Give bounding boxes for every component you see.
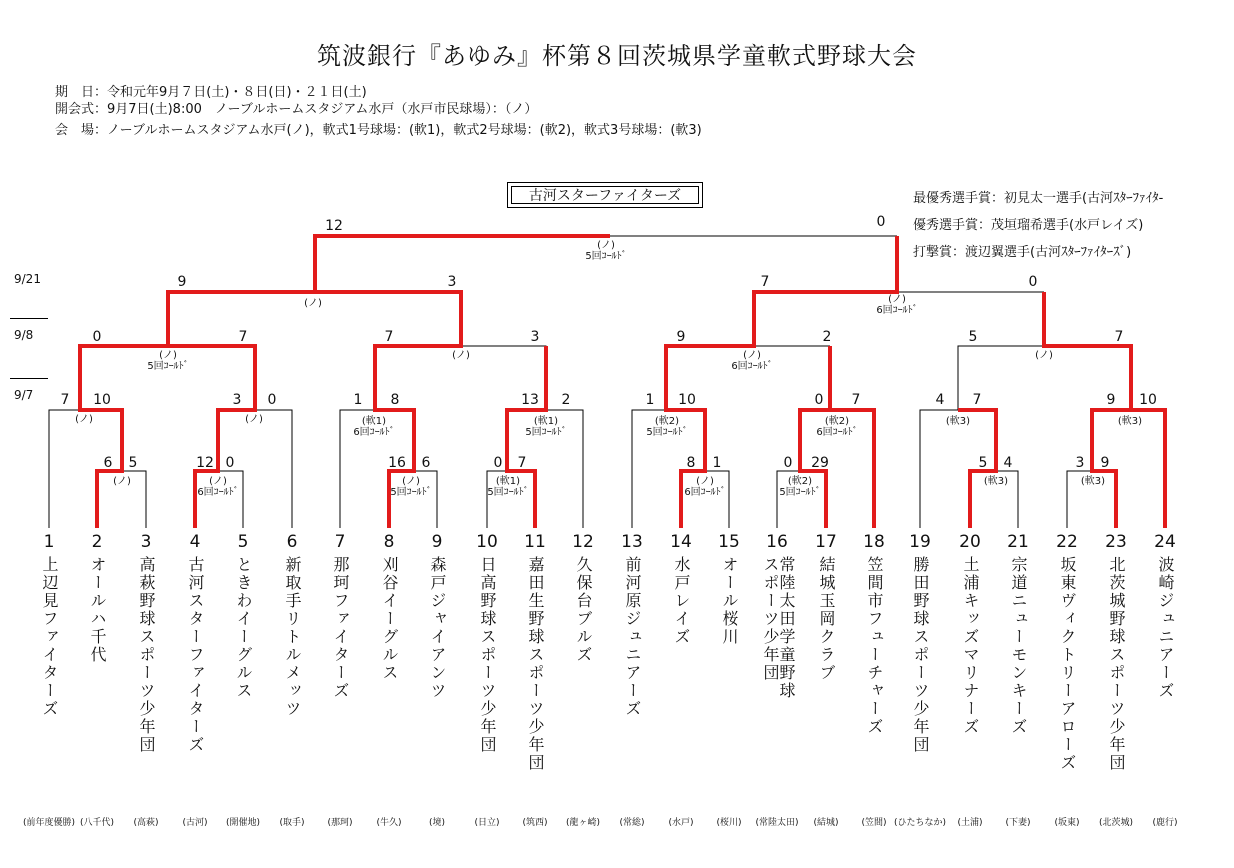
team-city: (前年度優勝): [22, 818, 76, 828]
team-name: 坂東ヴィクトリーアローズ: [1058, 556, 1077, 772]
team-city: (古河): [182, 818, 208, 828]
score: 10: [1139, 392, 1157, 408]
team-name: 勝田野球スポーツ少年団: [911, 556, 930, 754]
team-name: 結城玉岡クラブ: [817, 556, 836, 682]
score: 5: [128, 455, 138, 471]
score: 0: [493, 455, 503, 471]
info-opening: 開会式：9月7日(土)8:00 ノーブルホームスタジアム水戸（水戸市民球場）：（ノ）: [55, 102, 538, 117]
score: 7: [1114, 329, 1124, 345]
score: 3: [530, 329, 540, 345]
team-name: 前河原ジュニアーズ: [623, 556, 642, 718]
award-mvp: 最優秀選手賞：初見太一選手(古河ｽﾀｰﾌｧｲﾀ-: [913, 191, 1164, 206]
team-number: 18: [863, 532, 885, 552]
team-city: (常総): [619, 818, 645, 828]
game-note: (ノ) 5回ｺｰﾙﾄﾞ: [390, 476, 432, 498]
team-name: 嘉田生野球スポーツ少年団: [526, 556, 545, 772]
score: 2: [822, 329, 832, 345]
score: 0: [814, 392, 824, 408]
score: 9: [1100, 455, 1110, 471]
team-city: (土浦): [957, 818, 983, 828]
team-city: (桜川): [716, 818, 742, 828]
score: 12: [196, 455, 214, 471]
score: 4: [1003, 455, 1013, 471]
team-number: 5: [237, 532, 249, 552]
score: 7: [238, 329, 248, 345]
team-name: 笠間市フューチャーズ: [865, 556, 884, 736]
score: 0: [783, 455, 793, 471]
score: 3: [1075, 455, 1085, 471]
team-number: 7: [334, 532, 346, 552]
team-city: (ひたちなか): [893, 818, 947, 828]
score: 0: [876, 214, 886, 230]
score: 8: [390, 392, 400, 408]
date-label-day1: 9/7: [14, 388, 34, 402]
team-name: 日高野球スポーツ少年団: [478, 556, 497, 754]
score: 0: [225, 455, 235, 471]
score: 3: [232, 392, 242, 408]
team-name: オール桜川: [720, 556, 739, 646]
game-note: (ノ): [75, 414, 93, 425]
team-number: 4: [189, 532, 201, 552]
team-city: (八千代): [79, 818, 115, 828]
team-city: (北茨城): [1098, 818, 1134, 828]
team-number: 9: [431, 532, 443, 552]
team-city: (筑西): [522, 818, 548, 828]
score: 12: [325, 218, 343, 234]
game-note: (ノ): [1035, 350, 1053, 361]
score: 7: [760, 274, 770, 290]
score: 7: [517, 455, 527, 471]
score: 5: [968, 329, 978, 345]
info-venue: 会 場：ノーブルホームスタジアム水戸(ノ)，軟式1号球場：(軟1)，軟式2号球場：(軟2)，軟式3号球場：(軟3): [55, 123, 702, 138]
team-city: (常陸太田): [755, 818, 799, 828]
team-number: 12: [572, 532, 594, 552]
team-city: (下妻): [1005, 818, 1031, 828]
team-number: 24: [1154, 532, 1176, 552]
page-title: 筑波銀行『あゆみ』杯第８回茨城県学童軟式野球大会: [317, 42, 917, 70]
team-city: (境): [428, 818, 446, 828]
team-name: 刈谷イーグルス: [380, 556, 399, 682]
game-note: (ノ) 6回ｺｰﾙﾄﾞ: [684, 476, 726, 498]
game-note: (ノ): [113, 476, 131, 487]
team-city: (那珂): [327, 818, 353, 828]
score: 3: [447, 274, 457, 290]
game-note: (ノ) 5回ｺｰﾙﾄﾞ: [585, 240, 627, 262]
game-note: (軟1) 5回ｺｰﾙﾄﾞ: [487, 476, 529, 498]
team-number: 13: [621, 532, 643, 552]
score: 0: [92, 329, 102, 345]
score: 6: [103, 455, 113, 471]
team-number: 20: [959, 532, 981, 552]
team-city: (坂東): [1054, 818, 1080, 828]
team-city: (日立): [474, 818, 500, 828]
team-city: (牛久): [376, 818, 402, 828]
date-label-day2: 9/8: [14, 328, 34, 342]
team-name-extra: 常陸太田学童野球: [777, 556, 796, 700]
team-number: 2: [91, 532, 103, 552]
team-city: (笠間): [861, 818, 887, 828]
score: 13: [521, 392, 539, 408]
score: 4: [935, 392, 945, 408]
game-note: (軟3): [945, 416, 971, 427]
team-number: 15: [718, 532, 740, 552]
team-number: 10: [476, 532, 498, 552]
game-note: (軟3): [1080, 476, 1106, 487]
team-city: (高萩): [133, 818, 159, 828]
team-name: オールハ千代: [88, 556, 107, 664]
team-name: 水戸レイズ: [672, 556, 691, 646]
info-dates: 期 日：令和元年9月７日(土)・８日(日)・２１日(土): [55, 85, 367, 100]
team-name: ときわイーグルス: [234, 556, 253, 700]
score: 16: [388, 455, 406, 471]
score: 7: [851, 392, 861, 408]
score: 0: [267, 392, 277, 408]
score: 7: [972, 392, 982, 408]
team-name: 古河スターファイターズ: [186, 556, 205, 754]
team-number: 21: [1007, 532, 1029, 552]
team-number: 23: [1105, 532, 1127, 552]
champion-name: 古河スターファイターズ: [511, 186, 699, 204]
team-city: (鹿行): [1152, 818, 1178, 828]
game-note: (軟2) 5回ｺｰﾙﾄﾞ: [646, 416, 688, 438]
team-number: 14: [670, 532, 692, 552]
score: 7: [60, 392, 70, 408]
team-city: (水戸): [668, 818, 694, 828]
game-note: (ノ): [304, 298, 322, 309]
game-note: (ノ): [245, 414, 263, 425]
score: 9: [177, 274, 187, 290]
score: 0: [1028, 274, 1038, 290]
team-name: 北茨城野球スポーツ少年団: [1107, 556, 1126, 772]
team-number: 16: [766, 532, 788, 552]
team-name: 新取手リトルメッツ: [283, 556, 302, 718]
team-number: 19: [909, 532, 931, 552]
game-note: (ノ) 5回ｺｰﾙﾄﾞ: [147, 350, 189, 372]
score: 1: [353, 392, 363, 408]
team-number: 8: [383, 532, 395, 552]
game-note: (ノ) 6回ｺｰﾙﾄﾞ: [731, 350, 773, 372]
team-city: (取手): [279, 818, 305, 828]
score: 10: [678, 392, 696, 408]
score: 5: [978, 455, 988, 471]
game-note: (軟2) 6回ｺｰﾙﾄﾞ: [816, 416, 858, 438]
score: 10: [93, 392, 111, 408]
team-name: 波崎ジュニアーズ: [1156, 556, 1175, 700]
score: 9: [1106, 392, 1116, 408]
game-note: (軟1) 6回ｺｰﾙﾄﾞ: [353, 416, 395, 438]
score: 7: [384, 329, 394, 345]
game-note: (軟2) 5回ｺｰﾙﾄﾞ: [779, 476, 821, 498]
team-number: 17: [815, 532, 837, 552]
team-number: 22: [1056, 532, 1078, 552]
game-note: (ノ): [452, 350, 470, 361]
date-label-final: 9/21: [14, 272, 41, 286]
team-name: 土浦キッズマリナーズ: [961, 556, 980, 736]
team-name: 那珂ファイターズ: [331, 556, 350, 700]
score: 1: [712, 455, 722, 471]
team-city: (龍ヶ崎): [565, 818, 601, 828]
team-number: 6: [286, 532, 298, 552]
score: 8: [686, 455, 696, 471]
score: 2: [561, 392, 571, 408]
team-name: 上辺見ファイターズ: [40, 556, 59, 718]
team-number: 3: [140, 532, 152, 552]
score: 1: [645, 392, 655, 408]
score: 9: [676, 329, 686, 345]
team-name: 高萩野球スポーツ少年団: [137, 556, 156, 754]
team-number: 11: [524, 532, 546, 552]
team-name: 宗道ニューモンキーズ: [1009, 556, 1028, 736]
score: 6: [421, 455, 431, 471]
team-city: (結城): [813, 818, 839, 828]
award-batting: 打撃賞：渡辺翼選手(古河ｽﾀｰﾌｧｲﾀｰｽﾞ): [913, 245, 1132, 260]
game-note: (ノ) 6回ｺｰﾙﾄﾞ: [876, 294, 918, 316]
game-note: (ノ) 6回ｺｰﾙﾄﾞ: [197, 476, 239, 498]
team-number: 1: [43, 532, 55, 552]
team-city: (開催地): [225, 818, 261, 828]
team-name: 森戸ジャイアンツ: [428, 556, 447, 700]
game-note: (軟3): [1117, 416, 1143, 427]
game-note: (軟3): [983, 476, 1009, 487]
award-outstanding: 優秀選手賞：茂垣瑠希選手(水戸レイズ): [913, 218, 1144, 233]
team-name: スポーツ少年団: [761, 556, 780, 682]
score: 29: [811, 455, 829, 471]
game-note: (軟1) 5回ｺｰﾙﾄﾞ: [525, 416, 567, 438]
team-name: 久保台ブルズ: [574, 556, 593, 664]
